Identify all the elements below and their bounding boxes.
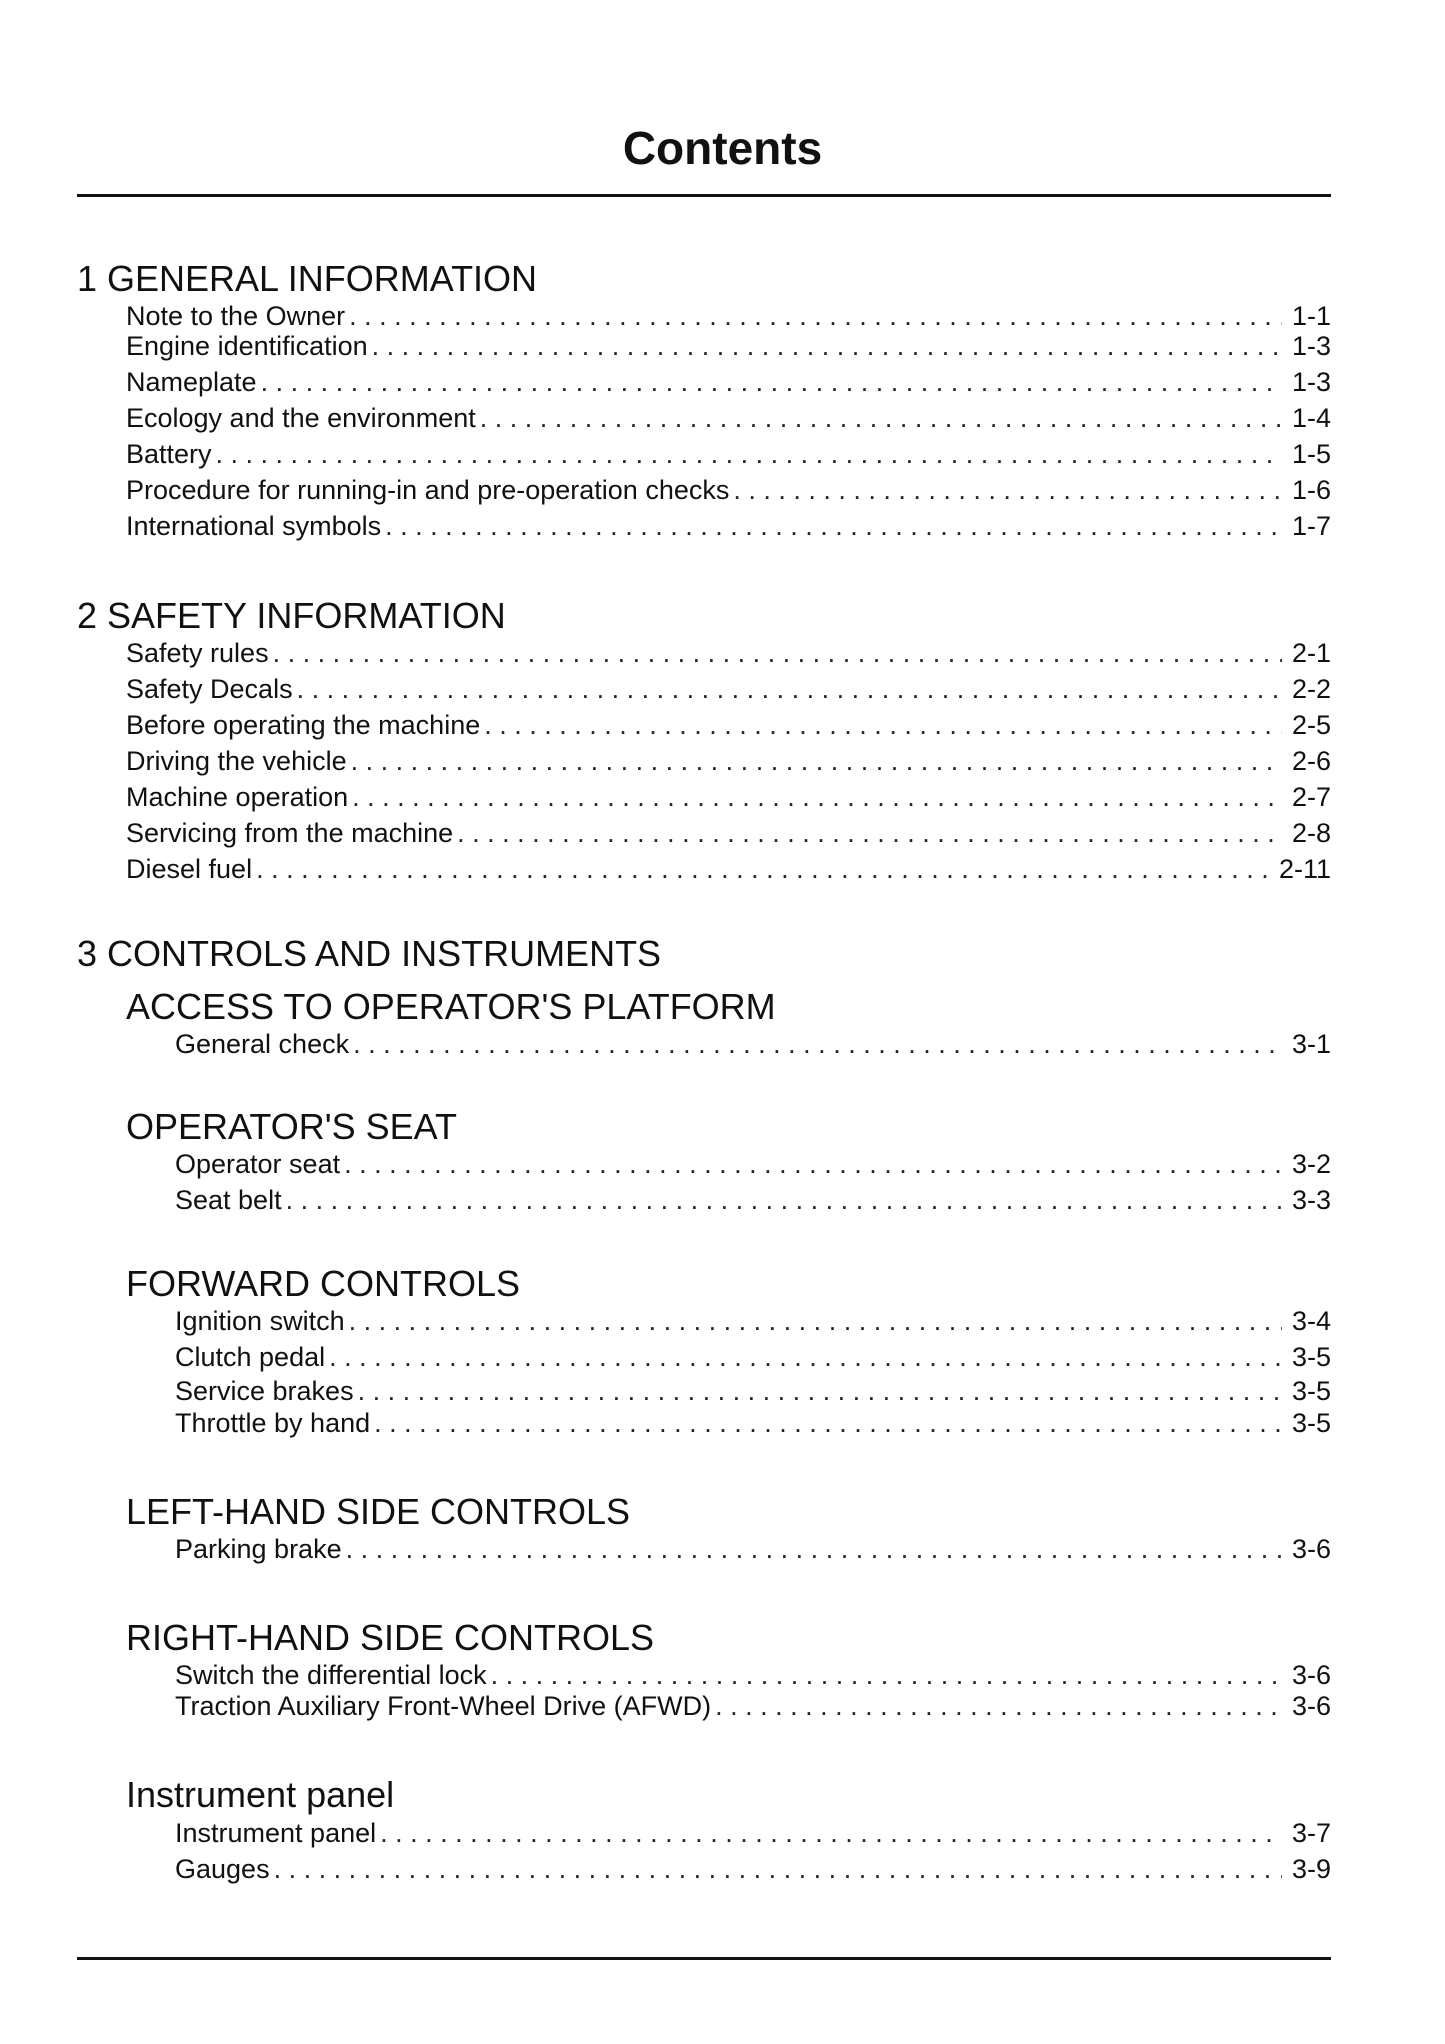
toc-entry-label: Gauges [175, 1854, 270, 1884]
toc-entry[interactable] [126, 474, 1331, 506]
toc-entry[interactable] [126, 402, 1331, 434]
section-heading: FORWARD CONTROLS [126, 1263, 521, 1304]
dot-leader [274, 1853, 1282, 1885]
dot-leader [256, 853, 1269, 885]
toc-entry[interactable] [126, 709, 1331, 741]
section-heading: OPERATOR'S SEAT [126, 1106, 457, 1147]
dot-leader [261, 366, 1282, 398]
dot-leader [372, 330, 1282, 362]
dot-leader [346, 1533, 1282, 1565]
toc-entry-label: Safety rules [126, 638, 269, 668]
toc-entry[interactable] [126, 366, 1331, 398]
toc-entry-page: 3-6 [1291, 1691, 1331, 1721]
toc-entry[interactable] [175, 1853, 1331, 1885]
toc-entry-page: 3-3 [1291, 1185, 1331, 1215]
toc-entry[interactable] [175, 1148, 1331, 1180]
section-heading: ACCESS TO OPERATOR'S PLATFORM [126, 986, 776, 1027]
toc-entry-label: Parking brake [175, 1534, 342, 1564]
toc-entry-page: 3-6 [1291, 1660, 1331, 1690]
dot-leader [353, 1028, 1282, 1060]
toc-entry-page: 3-7 [1291, 1818, 1331, 1848]
dot-leader [380, 1817, 1282, 1849]
toc-entry-page: 2-7 [1291, 782, 1331, 812]
chapter-heading-2: 2 SAFETY INFORMATION [77, 595, 506, 636]
toc-entry-label: Procedure for running-in and pre-operation checks [126, 475, 730, 505]
toc-entry[interactable] [175, 1533, 1331, 1565]
toc-entry-label: Traction Auxiliary Front-Wheel Drive (AFWD) [175, 1691, 712, 1721]
toc-entry-label: Ecology and the environment [126, 403, 476, 433]
toc-entry-page: 2-6 [1291, 746, 1331, 776]
toc-entry-page: 1-5 [1291, 439, 1331, 469]
toc-entry[interactable] [126, 745, 1331, 777]
toc-entry-page: 1-1 [1291, 301, 1331, 331]
toc-entry-label: Nameplate [126, 367, 257, 397]
dot-leader [715, 1690, 1282, 1722]
toc-entry[interactable] [175, 1817, 1331, 1849]
section-heading: LEFT-HAND SIDE CONTROLS [126, 1491, 631, 1532]
toc-entry-page: 2-5 [1291, 710, 1331, 740]
toc-entry-page: 1-3 [1291, 367, 1331, 397]
toc-entry-page: 3-1 [1291, 1029, 1331, 1059]
dot-leader [273, 637, 1282, 669]
toc-entry-label: Operator seat [175, 1149, 341, 1179]
dot-leader [349, 1305, 1282, 1337]
chapter-heading-3: 3 CONTROLS AND INSTRUMENTS [77, 933, 662, 974]
toc-entry[interactable] [175, 1375, 1331, 1407]
dot-leader [351, 745, 1282, 777]
toc-entry[interactable] [175, 1407, 1331, 1439]
dot-leader [385, 510, 1282, 542]
toc-entry-label: Machine operation [126, 782, 349, 812]
table-of-contents [77, 0, 1331, 2044]
toc-entry-label: Service brakes [175, 1376, 354, 1406]
toc-entry-page: 1-7 [1291, 511, 1331, 541]
toc-entry-label: Diesel fuel [126, 854, 253, 884]
toc-entry[interactable] [126, 438, 1331, 470]
toc-entry-page: 2-11 [1278, 854, 1331, 884]
toc-entry-page: 3-5 [1291, 1408, 1331, 1438]
toc-entry-page: 2-8 [1291, 818, 1331, 848]
toc-entry-label: Switch the differential lock [175, 1660, 487, 1690]
toc-entry-page: 3-5 [1291, 1342, 1331, 1372]
toc-entry-page: 3-4 [1291, 1306, 1331, 1336]
dot-leader [349, 300, 1282, 332]
section-heading: Instrument panel [126, 1774, 395, 1815]
toc-entry-label: General check [175, 1029, 350, 1059]
dot-leader [329, 1341, 1282, 1373]
toc-entry[interactable] [126, 330, 1331, 362]
dot-leader [374, 1407, 1282, 1439]
toc-entry-label: Driving the vehicle [126, 746, 347, 776]
toc-entry-page: 3-2 [1291, 1149, 1331, 1179]
toc-entry-label: Instrument panel [175, 1818, 377, 1848]
toc-entry-page: 1-6 [1291, 475, 1331, 505]
toc-entry[interactable] [126, 300, 1331, 332]
toc-entry-label: Engine identification [126, 331, 368, 361]
toc-entry-label: Seat belt [175, 1185, 282, 1215]
toc-entry-label: Throttle by hand [175, 1408, 371, 1438]
dot-leader [344, 1148, 1282, 1180]
page-title: Contents [622, 122, 823, 174]
toc-entry[interactable] [126, 781, 1331, 813]
toc-entry-label: Safety Decals [126, 674, 293, 704]
dot-leader [480, 402, 1282, 434]
toc-entry-label: Before operating the machine [126, 710, 481, 740]
toc-entry[interactable] [175, 1028, 1331, 1060]
toc-entry[interactable] [126, 817, 1331, 849]
toc-entry[interactable] [126, 637, 1331, 669]
bottom-divider [77, 1957, 1331, 1960]
toc-entry[interactable] [126, 673, 1331, 705]
toc-entry-page: 2-1 [1291, 638, 1331, 668]
section-heading: RIGHT-HAND SIDE CONTROLS [126, 1617, 655, 1658]
dot-leader [297, 673, 1282, 705]
toc-entry[interactable] [175, 1341, 1331, 1373]
dot-leader [352, 781, 1282, 813]
dot-leader [216, 438, 1282, 470]
toc-entry[interactable] [175, 1690, 1331, 1722]
toc-entry[interactable] [126, 853, 1331, 885]
toc-entry-page: 3-6 [1291, 1534, 1331, 1564]
dot-leader [484, 709, 1282, 741]
toc-entry-label: Clutch pedal [175, 1342, 326, 1372]
toc-entry[interactable] [126, 510, 1331, 542]
toc-entry-page: 3-9 [1291, 1854, 1331, 1884]
toc-entry-page: 3-5 [1291, 1376, 1331, 1406]
toc-entry-label: Ignition switch [175, 1306, 345, 1336]
dot-leader [457, 817, 1282, 849]
dot-leader [733, 474, 1282, 506]
toc-entry-page: 1-4 [1291, 403, 1331, 433]
toc-entry-page: 2-2 [1291, 674, 1331, 704]
toc-entry-label: Battery [126, 439, 212, 469]
toc-entry[interactable] [175, 1659, 1331, 1691]
toc-entry-label: Servicing from the machine [126, 818, 454, 848]
toc-entry[interactable] [175, 1184, 1331, 1216]
dot-leader [358, 1375, 1282, 1407]
dot-leader [491, 1659, 1282, 1691]
toc-entry-label: Note to the Owner [126, 301, 346, 331]
chapter-heading-1: 1 GENERAL INFORMATION [77, 258, 538, 299]
toc-entry[interactable] [175, 1305, 1331, 1337]
toc-entry-page: 1-3 [1291, 331, 1331, 361]
dot-leader [286, 1184, 1282, 1216]
toc-entry-label: International symbols [126, 511, 382, 541]
